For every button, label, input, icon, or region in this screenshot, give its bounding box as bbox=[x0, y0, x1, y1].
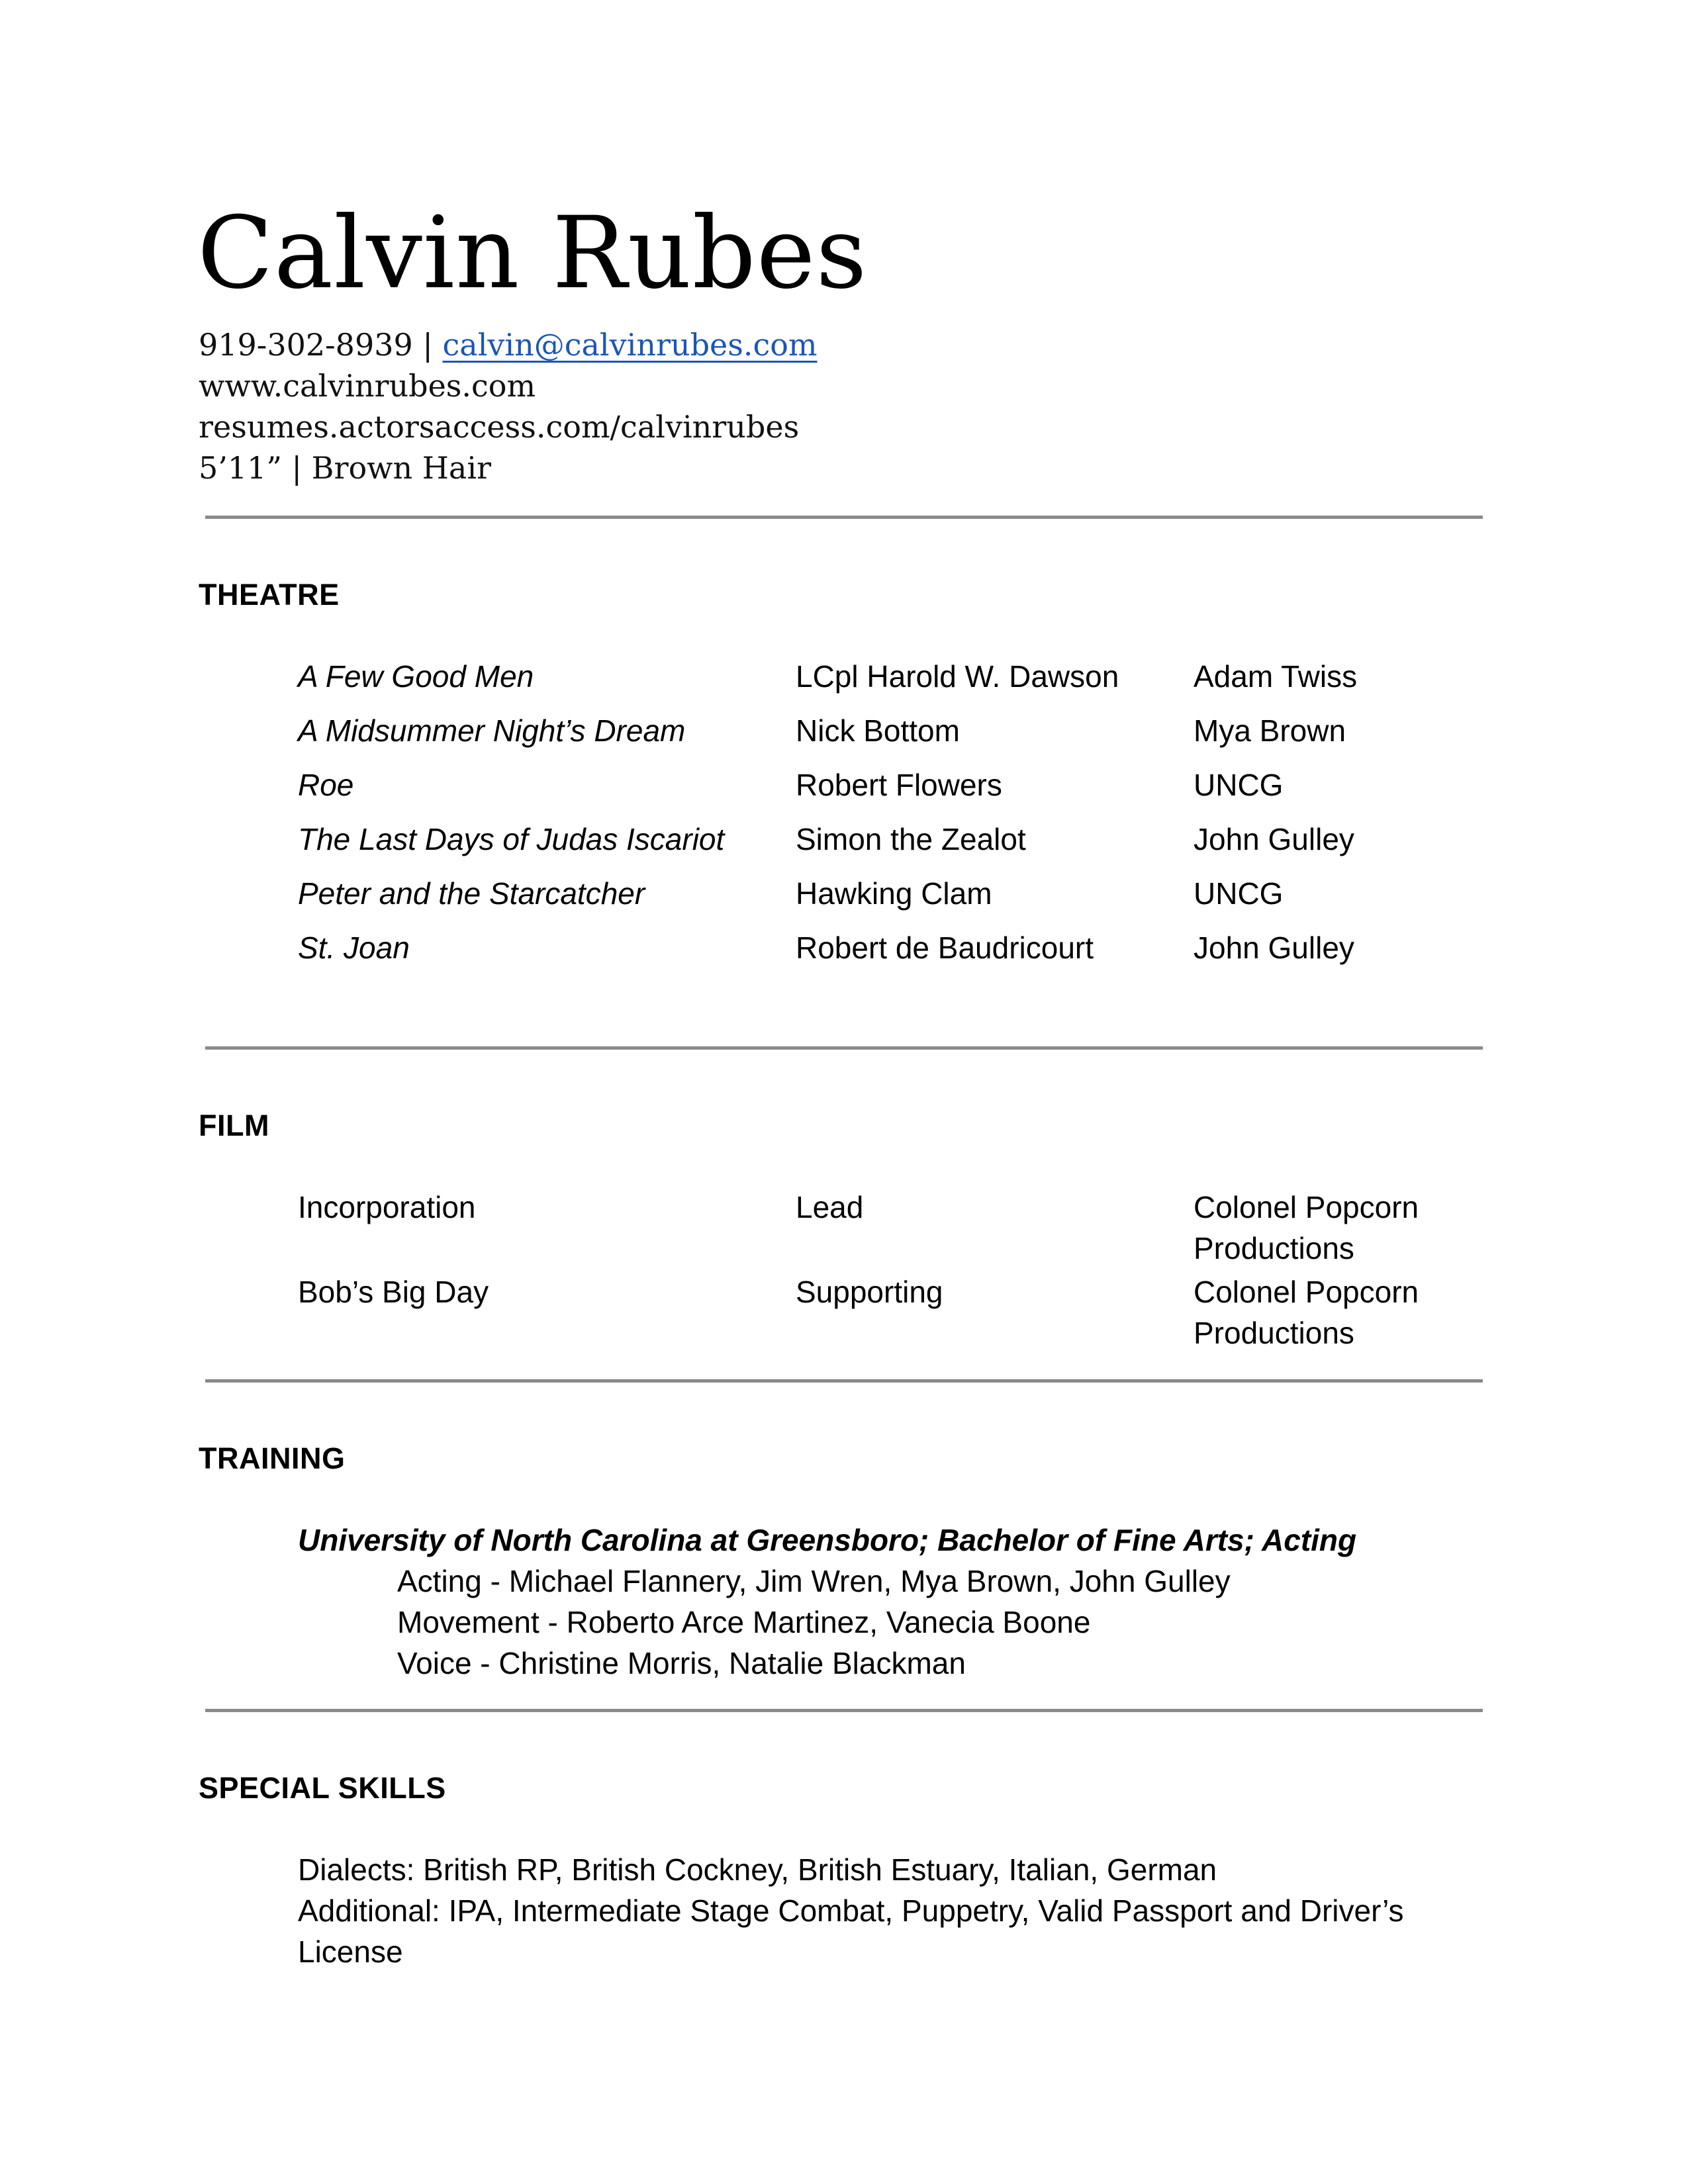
actors-access-text: resumes.actorsaccess.com/calvinrubes bbox=[199, 409, 800, 445]
credit-title: Incorporation bbox=[298, 1190, 476, 1224]
credit-role: Robert de Baudricourt bbox=[796, 931, 1094, 965]
credit-director: Mya Brown bbox=[1194, 713, 1346, 748]
credit-role: Lead bbox=[796, 1190, 864, 1224]
skills-additional: Additional: IPA, Intermediate Stage Combat, Puppetry, Valid Passport and Driver’s License bbox=[298, 1893, 1404, 1969]
divider bbox=[205, 1709, 1483, 1712]
credit-title: Bob’s Big Day bbox=[298, 1275, 489, 1309]
credit-director: UNCG bbox=[1194, 876, 1284, 911]
credit-director: Adam Twiss bbox=[1194, 659, 1358, 694]
credit-company: Colonel Popcorn Productions bbox=[1194, 1275, 1419, 1350]
credit-role: Supporting bbox=[796, 1275, 943, 1309]
credit-title: Peter and the Starcatcher bbox=[298, 876, 645, 911]
section-heading-film: FILM bbox=[199, 1109, 269, 1142]
credit-role: Robert Flowers bbox=[796, 768, 1002, 802]
credit-title: A Few Good Men bbox=[298, 659, 534, 694]
teacher-line: Movement - Roberto Arce Martinez, Vanecia Boone bbox=[397, 1605, 1091, 1639]
teacher-line: Voice - Christine Morris, Natalie Blackman bbox=[397, 1646, 966, 1680]
section-heading-special-skills: SPECIAL SKILLS bbox=[199, 1771, 446, 1805]
credit-title: St. Joan bbox=[298, 931, 410, 965]
credit-role: Nick Bottom bbox=[796, 713, 960, 748]
teacher-line: Acting - Michael Flannery, Jim Wren, Mya Brown, John Gulley bbox=[397, 1564, 1231, 1598]
skills-dialects: Dialects: British RP, British Cockney, British Estuary, Italian, German bbox=[298, 1852, 1217, 1887]
divider bbox=[205, 516, 1483, 519]
website-text: www.calvinrubes.com bbox=[199, 368, 536, 404]
credit-role: Simon the Zealot bbox=[796, 822, 1026, 856]
contact-line-phone-email bbox=[199, 324, 818, 365]
divider bbox=[205, 1379, 1483, 1383]
degree-line: University of North Carolina at Greensboro; Bachelor of Fine Arts; Acting bbox=[298, 1523, 1357, 1557]
divider bbox=[205, 1046, 1483, 1050]
credit-title: Roe bbox=[298, 768, 354, 802]
separator: | bbox=[422, 327, 433, 363]
credit-director: John Gulley bbox=[1194, 822, 1354, 856]
credit-title: The Last Days of Judas Iscariot bbox=[298, 822, 725, 856]
section-heading-theatre: THEATRE bbox=[199, 578, 340, 612]
phone-number: 919-302-8939 bbox=[199, 327, 413, 363]
credit-title: A Midsummer Night’s Dream bbox=[298, 713, 686, 748]
email-link[interactable]: calvin@calvinrubes.com bbox=[442, 327, 818, 363]
credit-director: John Gulley bbox=[1194, 931, 1354, 965]
resume-name: Calvin Rubes bbox=[197, 196, 868, 311]
section-heading-training: TRAINING bbox=[199, 1441, 346, 1475]
credit-director: UNCG bbox=[1194, 768, 1284, 802]
credit-role: Hawking Clam bbox=[796, 876, 992, 911]
credit-role: LCpl Harold W. Dawson bbox=[796, 659, 1119, 694]
physical-stats: 5’11” | Brown Hair bbox=[199, 450, 492, 486]
credit-company: Colonel Popcorn Productions bbox=[1194, 1190, 1419, 1265]
